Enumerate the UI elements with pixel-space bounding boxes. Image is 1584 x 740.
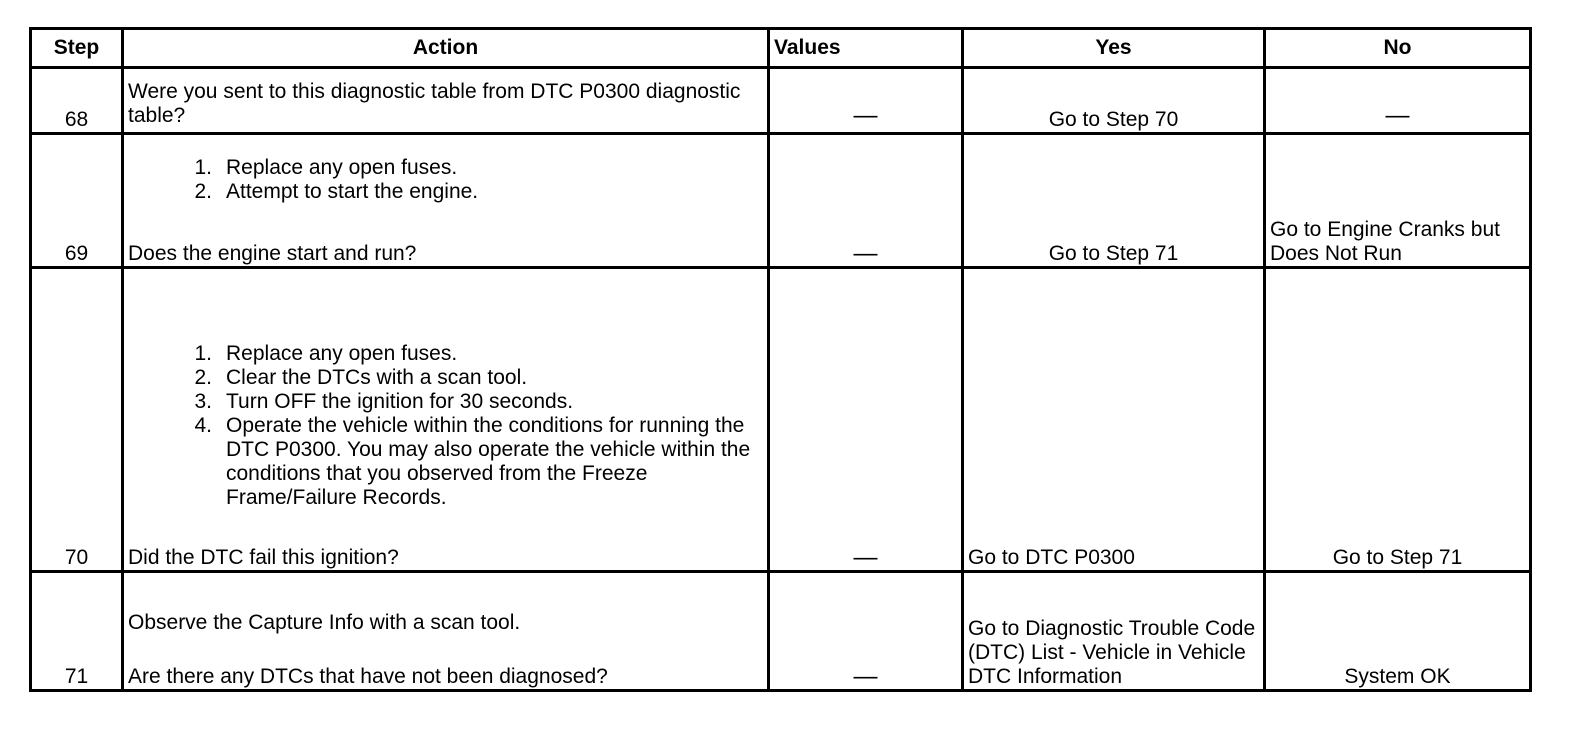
header-values: Values: [769, 29, 963, 68]
step-item-number: 2.: [194, 366, 212, 389]
step-item-number: 3.: [194, 390, 212, 413]
action-cell: [123, 68, 769, 134]
values-cell: —: [769, 134, 963, 268]
action-step: [194, 342, 763, 366]
header-row: [31, 29, 1531, 68]
no-cell: Go to Engine Cranks but Does Not Run: [1265, 134, 1531, 268]
step-number: 68: [31, 68, 123, 134]
action-cell: [123, 572, 769, 691]
step-item-text: Replace any open fuses.: [226, 156, 458, 179]
table-row: [31, 134, 1531, 268]
action-cell: [123, 134, 769, 268]
step-item-text: Replace any open fuses.: [226, 342, 458, 365]
no-cell: —: [1265, 68, 1531, 134]
action-step: [194, 180, 763, 204]
yes-cell: Go to DTC P0300: [963, 268, 1265, 572]
step-number: 70: [31, 268, 123, 572]
action-text: Observe the Capture Info with a scan tool.: [128, 611, 521, 634]
action-step: [194, 390, 763, 414]
action-question: Are there any DTCs that have not been diagnosed?: [128, 665, 608, 688]
step-item-number: 1.: [194, 342, 212, 365]
step-item-text: Attempt to start the engine.: [226, 180, 479, 203]
table-row: [31, 268, 1531, 572]
table-row: [31, 572, 1531, 691]
yes-cell: Go to Diagnostic Trouble Code (DTC) List - Vehicle in Vehicle DTC Information: [963, 572, 1265, 691]
yes-cell: Go to Step 70: [963, 68, 1265, 134]
step-item-text: Clear the DTCs with a scan tool.: [226, 366, 528, 389]
action-question: Did the DTC fail this ignition?: [128, 546, 399, 569]
step-item-number: 2.: [194, 180, 212, 203]
values-cell: —: [769, 68, 963, 134]
action-step: [194, 156, 763, 180]
no-cell: Go to Step 71: [1265, 268, 1531, 572]
action-cell: [123, 268, 769, 572]
step-item-number: 4.: [194, 414, 212, 437]
header-yes: Yes: [963, 29, 1265, 68]
header-no: No: [1265, 29, 1531, 68]
action-question: Does the engine start and run?: [128, 242, 417, 265]
action-step: [194, 366, 763, 390]
values-cell: —: [769, 572, 963, 691]
header-action: Action: [123, 29, 769, 68]
yes-cell: Go to Step 71: [963, 134, 1265, 268]
action-text: Were you sent to this diagnostic table from DTC P0300 diagnostic table?: [128, 80, 741, 127]
step-number: 69: [31, 134, 123, 268]
table-row: [31, 68, 1531, 134]
action-steps: [128, 156, 763, 204]
step-item-text: Operate the vehicle within the conditions for running the DTC P0300. You may also operate the vehicle within the conditions that you observed from the Freeze Frame/Failure Records.: [226, 414, 751, 509]
step-item-text: Turn OFF the ignition for 30 seconds.: [226, 390, 574, 413]
step-item-number: 1.: [194, 156, 212, 179]
values-cell: —: [769, 268, 963, 572]
no-cell: System OK: [1265, 572, 1531, 691]
action-step: [194, 414, 763, 510]
header-step: Step: [31, 29, 123, 68]
action-steps: [128, 342, 763, 510]
diagnostic-table: [29, 27, 1532, 692]
step-number: 71: [31, 572, 123, 691]
